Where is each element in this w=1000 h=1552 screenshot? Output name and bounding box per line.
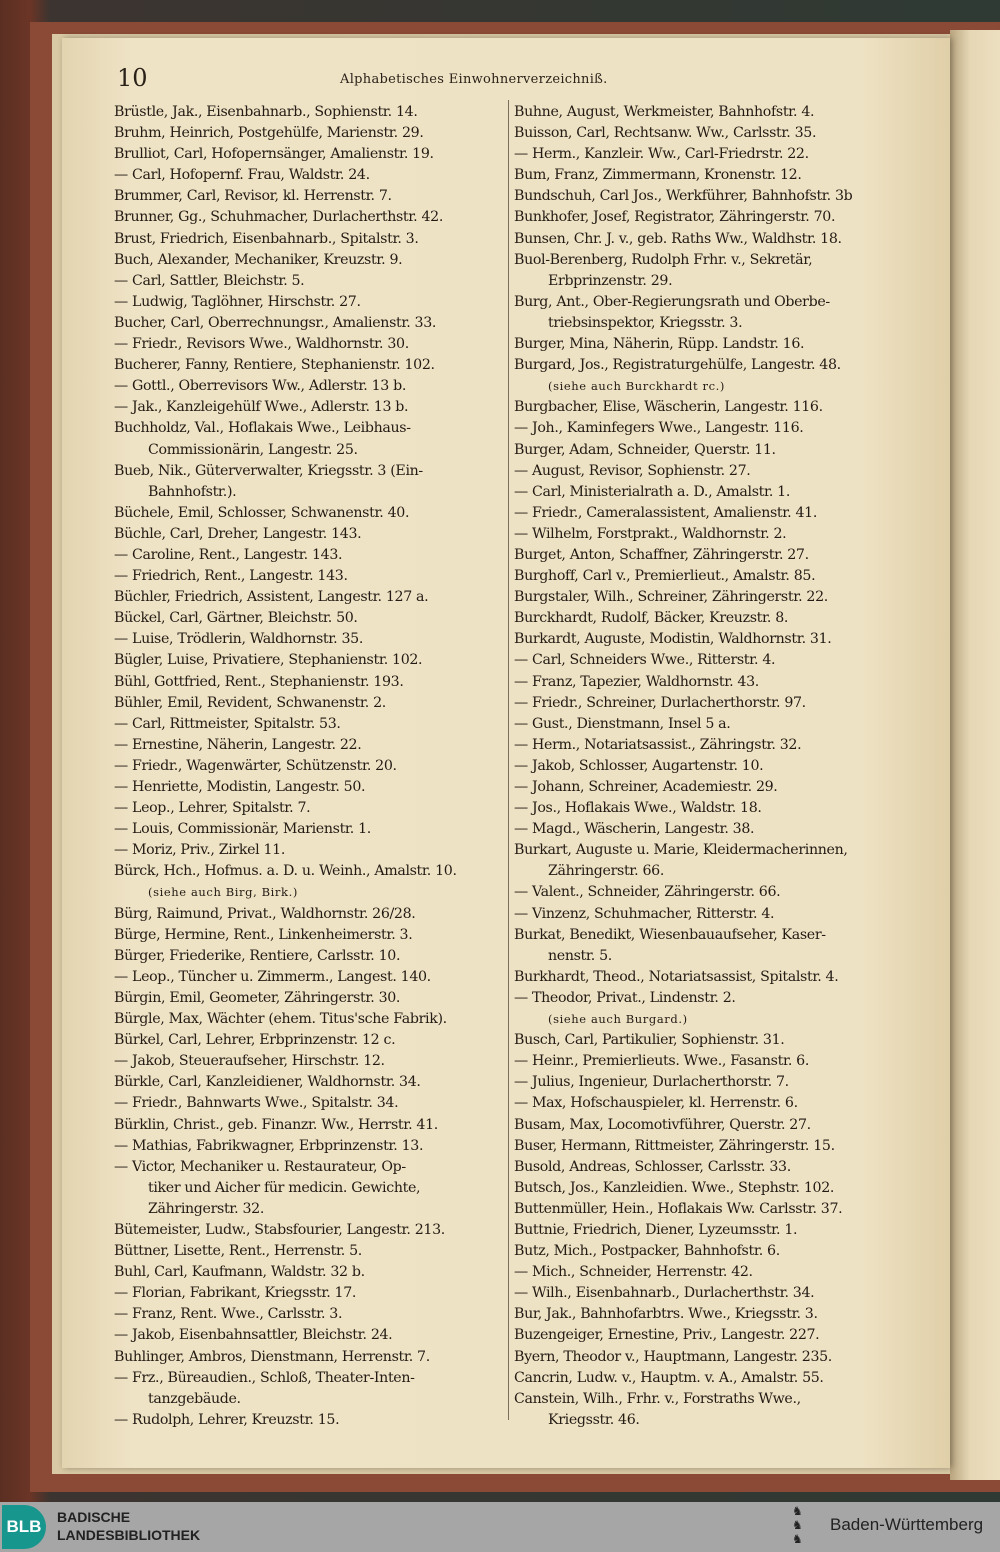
directory-entry: — Mathias, Fabrikwagner, Erbprinzenstr. 13.	[114, 1137, 424, 1154]
directory-entry: Bühler, Emil, Revident, Schwanenstr. 2.	[114, 694, 386, 711]
directory-entry: Burg, Ant., Ober-Regierungsrath und Oberbe-	[514, 293, 830, 310]
directory-entry: — Ernestine, Näherin, Langestr. 22.	[114, 736, 362, 753]
directory-entry: Burkhardt, Theod., Notariatsassist, Spitalstr. 4.	[514, 968, 839, 985]
directory-entry: — Rudolph, Lehrer, Kreuzstr. 15.	[114, 1411, 340, 1428]
directory-entry: — Moriz, Priv., Zirkel 11.	[114, 842, 285, 859]
directory-entry: Canstein, Wilh., Frhr. v., Forstraths Wwe.,	[514, 1390, 801, 1407]
directory-entry: Brulliot, Carl, Hofopernsänger, Amalienstr. 19.	[114, 146, 434, 163]
entry-continuation: tiker und Aicher für medicin. Gewichte,	[148, 1179, 421, 1196]
state-lions-icon: ♞ ♞ ♞	[792, 1504, 803, 1546]
directory-entry: Bürgle, Max, Wächter (ehem. Titus'sche Fabrik).	[114, 1011, 447, 1028]
directory-entry: — Max, Hofschauspieler, kl. Herrenstr. 6.	[514, 1095, 798, 1112]
directory-entry: Bunsen, Chr. J. v., geb. Raths Ww., Waldhstr. 18.	[514, 230, 842, 247]
directory-entry: Buttnie, Friedrich, Diener, Lyzeumsstr. 1.	[514, 1221, 798, 1238]
directory-entry: — Carl, Schneiders Wwe., Ritterstr. 4.	[514, 652, 776, 669]
entry-continuation: Zähringerstr. 66.	[548, 863, 665, 880]
directory-entry: Bürck, Hch., Hofmus. a. D. u. Weinh., Amalstr. 10.	[114, 863, 457, 880]
directory-entry: — Jakob, Eisenbahnsattler, Bleichstr. 24.	[114, 1327, 393, 1344]
directory-entry: — Herm., Kanzleir. Ww., Carl-Friedrstr. 22.	[514, 146, 809, 163]
directory-entry: — Friedr., Revisors Wwe., Waldhornstr. 30.	[114, 336, 409, 353]
directory-entry: Cancrin, Ludw. v., Hauptm. v. A., Amalstr. 55.	[514, 1369, 824, 1386]
blb-logo[interactable]: BLB	[2, 1505, 46, 1549]
directory-entry: Buol-Berenberg, Rudolph Frhr. v., Sekretär,	[514, 251, 813, 268]
directory-entry: Büchler, Friedrich, Assistent, Langestr. 127 a.	[114, 589, 429, 606]
directory-entry: Byern, Theodor v., Hauptmann, Langestr. 235.	[514, 1348, 832, 1365]
directory-entry: Bürg, Raimund, Privat., Waldhornstr. 26/28.	[114, 905, 416, 922]
directory-entry: Buzengeiger, Ernestine, Priv., Langestr. 227.	[514, 1327, 820, 1344]
directory-entry: — Carl, Sattler, Bleichstr. 5.	[114, 272, 305, 289]
directory-entry: Bruhm, Heinrich, Postgehülfe, Marienstr. 29.	[114, 125, 424, 142]
directory-entry: Busold, Andreas, Schlosser, Carlsstr. 33.	[514, 1158, 791, 1175]
entry-continuation: Kriegsstr. 46.	[548, 1411, 640, 1428]
directory-entry: — Jos., Hoflakais Wwe., Waldstr. 18.	[514, 800, 762, 817]
directory-entry: — Florian, Fabrikant, Kriegsstr. 17.	[114, 1285, 357, 1302]
directory-entry: Burkat, Benedikt, Wiesenbauaufseher, Kaser-	[514, 926, 826, 943]
directory-entry: Burgbacher, Elise, Wäscherin, Langestr. 116.	[514, 399, 823, 416]
directory-entry: — Julius, Ingenieur, Durlacherthorstr. 7.	[514, 1074, 789, 1091]
entry-continuation: Erbprinzenstr. 29.	[548, 272, 673, 289]
facing-page-edge	[950, 30, 1000, 1480]
entry-continuation: Commissionärin, Langestr. 25.	[148, 441, 358, 458]
directory-entry: — Friedrich, Rent., Langestr. 143.	[114, 568, 348, 585]
directory-entry: Bürge, Hermine, Rent., Linkenheimerstr. 3.	[114, 926, 413, 943]
directory-entry: — Friedr., Cameralassistent, Amalienstr. 41.	[514, 504, 817, 521]
directory-entry: — Frz., Büreaudien., Schloß, Theater-Inten-	[114, 1369, 415, 1386]
directory-entry: — Luise, Trödlerin, Waldhornstr. 35.	[114, 631, 363, 648]
directory-entry: Büttner, Lisette, Rent., Herrenstr. 5.	[114, 1243, 362, 1260]
directory-entry: — Ludwig, Taglöhner, Hirschstr. 27.	[114, 293, 361, 310]
entry-continuation: Zähringerstr. 32.	[148, 1200, 265, 1217]
entry-continuation: triebsinspektor, Kriegsstr. 3.	[548, 314, 743, 331]
directory-entry: — Friedr., Wagenwärter, Schützenstr. 20.	[114, 757, 397, 774]
directory-entry: Busam, Max, Locomotivführer, Querstr. 27.	[514, 1116, 811, 1133]
directory-entry: Büchle, Carl, Dreher, Langestr. 143.	[114, 525, 362, 542]
directory-entry: Bürgin, Emil, Geometer, Zähringerstr. 30.	[114, 989, 401, 1006]
directory-entry: — Carl, Hofopernf. Frau, Waldstr. 24.	[114, 167, 370, 184]
directory-entry: — Jakob, Steueraufseher, Hirschstr. 12.	[114, 1053, 385, 1070]
column-divider	[508, 100, 509, 1420]
entry-continuation: Bahnhofstr.).	[148, 483, 237, 500]
directory-entry: — Franz, Rent. Wwe., Carlsstr. 3.	[114, 1306, 343, 1323]
directory-entry: Bur, Jak., Bahnhofarbtrs. Wwe., Kriegsstr. 3.	[514, 1306, 818, 1323]
directory-entry: Buisson, Carl, Rechtsanw. Ww., Carlsstr. 35.	[514, 125, 817, 142]
directory-entry: Bühl, Gottfried, Rent., Stephanienstr. 193.	[114, 673, 404, 690]
directory-entry: Burghoff, Carl v., Premierlieut., Amalstr. 85.	[514, 568, 816, 585]
directory-entry: Burgard, Jos., Registraturgehülfe, Langestr. 48.	[514, 357, 841, 374]
directory-entry: — Louis, Commissionär, Marienstr. 1.	[114, 821, 371, 838]
directory-entry: Büchele, Emil, Schlosser, Schwanenstr. 40.	[114, 504, 410, 521]
directory-entry: Bückel, Carl, Gärtner, Bleichstr. 50.	[114, 610, 358, 627]
directory-entry: Buhl, Carl, Kaufmann, Waldstr. 32 b.	[114, 1264, 365, 1281]
directory-entry: — Gust., Dienstmann, Insel 5 a.	[514, 715, 731, 732]
directory-entry: Bucherer, Fanny, Rentiere, Stephanienstr. 102.	[114, 357, 435, 374]
directory-entry: Bütemeister, Ludw., Stabsfourier, Langestr. 213.	[114, 1221, 445, 1238]
directory-entry: Burgstaler, Wilh., Schreiner, Zähringerstr. 22.	[514, 589, 828, 606]
directory-entry: Buhne, August, Werkmeister, Bahnhofstr. 4.	[514, 104, 815, 120]
directory-entry: — Johann, Schreiner, Academiestr. 29.	[514, 779, 778, 795]
directory-entry: — Jak., Kanzleigehülf Wwe., Adlerstr. 13 b.	[114, 399, 409, 416]
directory-entry: — Wilhelm, Forstprakt., Waldhornstr. 2.	[514, 525, 787, 542]
cross-reference-note: (siehe auch Birg, Birk.)	[148, 885, 298, 900]
directory-entry: — Gottl., Oberrevisors Ww., Adlerstr. 13 b.	[114, 378, 407, 395]
directory-entry: Brust, Friedrich, Eisenbahnarb., Spitalstr. 3.	[114, 230, 419, 247]
directory-entry: — Friedr., Bahnwarts Wwe., Spitalstr. 34.	[114, 1095, 399, 1112]
directory-entry: — Caroline, Rent., Langestr. 143.	[114, 546, 343, 563]
directory-entry: Buttenmüller, Hein., Hoflakais Ww. Carlsstr. 37.	[514, 1200, 843, 1217]
directory-entry: Bum, Franz, Zimmermann, Kronenstr. 12.	[514, 167, 802, 184]
directory-entry: Bürklin, Christ., geb. Finanzr. Ww., Herrstr. 41.	[114, 1116, 438, 1133]
directory-entry: — August, Revisor, Sophienstr. 27.	[514, 462, 751, 479]
directory-entry: — Leop., Lehrer, Spitalstr. 7.	[114, 800, 311, 817]
directory-entry: — Friedr., Schreiner, Durlacherthorstr. 97.	[514, 694, 806, 711]
directory-entry: — Leop., Tüncher u. Zimmerm., Langest. 140.	[114, 968, 431, 985]
directory-entry: Butz, Mich., Postpacker, Bahnhofstr. 6.	[514, 1243, 780, 1260]
state-name[interactable]: Baden-Württemberg	[830, 1515, 984, 1534]
directory-entry: — Carl, Rittmeister, Spitalstr. 53.	[114, 715, 341, 732]
library-name-line1: BADISCHE	[57, 1509, 131, 1525]
entry-continuation: tanzgebäude.	[148, 1390, 241, 1407]
directory-entry: — Heinr., Premierlieuts. Wwe., Fasanstr. 6.	[514, 1053, 809, 1070]
directory-entry: Bürkle, Carl, Kanzleidiener, Waldhornstr. 34.	[114, 1074, 421, 1091]
library-name-line2: LANDESBIBLIOTHEK	[57, 1527, 201, 1543]
directory-entry: Buchholdz, Val., Hoflakais Wwe., Leibhaus-	[114, 420, 411, 437]
directory-entry: Burkardt, Auguste, Modistin, Waldhornstr. 31.	[514, 631, 832, 648]
directory-entry: Brummer, Carl, Revisor, kl. Herrenstr. 7.	[114, 188, 392, 205]
directory-entry: Bundschuh, Carl Jos., Werkführer, Bahnhofstr. 3b	[514, 188, 853, 205]
running-title: Alphabetisches Einwohnerverzeichniß.	[340, 72, 608, 87]
directory-entry: Bürkel, Carl, Lehrer, Erbprinzenstr. 12 c.	[114, 1032, 396, 1049]
directory-entry: Brüstle, Jak., Eisenbahnarb., Sophienstr. 14.	[114, 104, 418, 120]
directory-entry: — Joh., Kaminfegers Wwe., Langestr. 116.	[514, 420, 804, 437]
directory-entry: — Herm., Notariatsassist., Zähringstr. 32.	[514, 736, 802, 753]
directory-entry: Burger, Adam, Schneider, Querstr. 11.	[514, 441, 776, 458]
cross-reference-note: (siehe auch Burgard.)	[548, 1012, 688, 1027]
directory-entry: — Mich., Schneider, Herrenstr. 42.	[514, 1264, 753, 1281]
directory-entry: Brunner, Gg., Schuhmacher, Durlacherthstr. 42.	[114, 209, 443, 226]
directory-entry: Burckhardt, Rudolf, Bäcker, Kreuzstr. 8.	[514, 610, 789, 627]
library-name[interactable]	[57, 1508, 200, 1544]
directory-entry: Buser, Hermann, Rittmeister, Zähringerstr. 15.	[514, 1137, 835, 1154]
directory-entry: Burger, Mina, Näherin, Rüpp. Landstr. 16.	[514, 336, 805, 353]
directory-entry: Buhlinger, Ambros, Dienstmann, Herrenstr. 7.	[114, 1348, 430, 1365]
directory-entry: Burkart, Auguste u. Marie, Kleidermacherinnen,	[514, 842, 848, 859]
directory-entry: — Wilh., Eisenbahnarb., Durlacherthstr. 34.	[514, 1285, 815, 1302]
directory-entry: — Theodor, Privat., Lindenstr. 2.	[514, 989, 736, 1006]
directory-entry: Bürger, Friederike, Rentiere, Carlsstr. 10.	[114, 947, 401, 964]
directory-entry: — Vinzenz, Schuhmacher, Ritterstr. 4.	[514, 905, 775, 922]
page-number: 10	[117, 64, 148, 92]
directory-entry: — Jakob, Schlosser, Augartenstr. 10.	[514, 757, 764, 774]
directory-entry: — Victor, Mechaniker u. Restaurateur, Op-	[114, 1158, 406, 1175]
directory-entry: Bunkhofer, Josef, Registrator, Zähringerstr. 70.	[514, 209, 836, 226]
cross-reference-note: (siehe auch Burckhardt rc.)	[548, 379, 725, 394]
entry-continuation: nenstr. 5.	[548, 947, 612, 964]
directory-entry: Butsch, Jos., Kanzleidien. Wwe., Stephstr. 102.	[514, 1179, 835, 1196]
directory-entry: Busch, Carl, Partikulier, Sophienstr. 31.	[514, 1032, 785, 1049]
directory-entry: — Henriette, Modistin, Langestr. 50.	[114, 779, 366, 795]
directory-entry: Bueb, Nik., Güterverwalter, Kriegsstr. 3 (Ein-	[114, 462, 423, 479]
directory-entry: — Carl, Ministerialrath a. D., Amalstr. 1.	[514, 483, 791, 500]
right-column	[514, 102, 906, 1431]
directory-entry: Bügler, Luise, Privatiere, Stephanienstr. 102.	[114, 652, 423, 669]
directory-entry: — Valent., Schneider, Zähringerstr. 66.	[514, 884, 781, 901]
left-column	[114, 102, 506, 1431]
directory-entry: Bucher, Carl, Oberrechnungsr., Amalienstr. 33.	[114, 314, 437, 331]
directory-entry: Buch, Alexander, Mechaniker, Kreuzstr. 9.	[114, 251, 403, 268]
directory-entry: — Magd., Wäscherin, Langestr. 38.	[514, 821, 755, 838]
directory-entry: — Franz, Tapezier, Waldhornstr. 43.	[514, 673, 759, 690]
directory-entry: Burget, Anton, Schaffner, Zähringerstr. 27.	[514, 546, 809, 563]
